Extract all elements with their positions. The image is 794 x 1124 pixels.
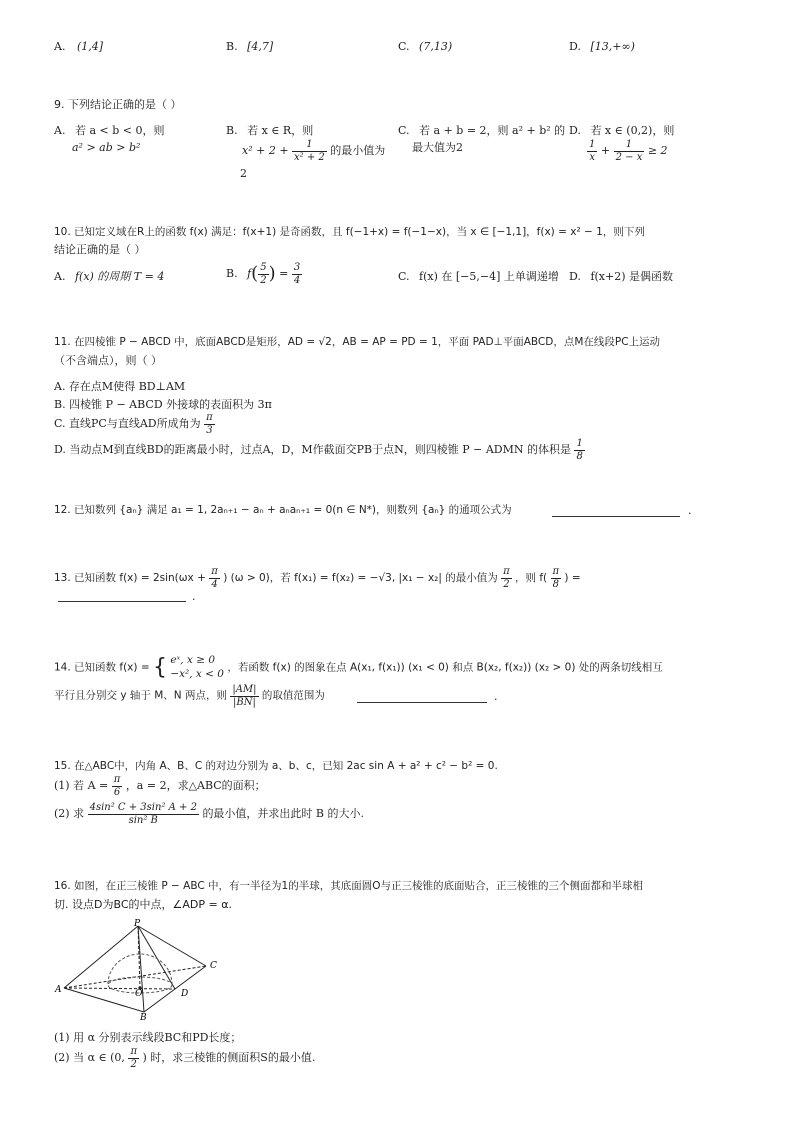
q16-part-2: [54, 1046, 315, 1070]
q10-option-a: [54, 270, 164, 283]
q13-frac-2: [501, 566, 512, 590]
q12-answer-blank[interactable]: [552, 516, 680, 517]
q8-option-b-label: B.: [226, 40, 238, 53]
q15-part2-pre: (2) 求: [54, 807, 85, 820]
q15-part2-fraction: [88, 802, 199, 826]
q14-brace: {: [152, 654, 167, 680]
q11-stem-line1: 11. 在四棱锥 P − ABCD 中，底面ABCD是矩形，AD = √2，AB = AP = PD = 1，平面 PAD⊥平面ABCD，点M在线段PC上运动: [54, 336, 661, 348]
q13-stem-post: ，则 f(: [515, 572, 548, 584]
q16-part2-pre: (2) 当 α ∈ (0,: [54, 1051, 125, 1064]
q9-d-fraction-2: [614, 139, 645, 163]
q10-option-b-label: B.: [226, 267, 238, 280]
q13-frac3-den: 8: [552, 578, 559, 590]
q15-part-2: [54, 802, 364, 826]
q9-d-plus: +: [600, 144, 611, 158]
q14-line2-post: 的取值范围为: [261, 689, 325, 702]
q14-stem-line2: [54, 684, 325, 708]
q14-case-2: −x², x < 0: [170, 667, 224, 680]
q11-option-a: A. 存在点M使得 BD⊥AM: [54, 380, 186, 393]
q9-option-b-line3: 2: [240, 167, 247, 181]
q13-stem: [54, 566, 581, 590]
q13-end: .: [192, 590, 196, 603]
q8-option-a-label: A.: [54, 40, 66, 53]
q16-stem-line2: 切. 设点D为BC的中点，∠ADP = α.: [54, 898, 232, 911]
q16-part2-fraction: [128, 1046, 139, 1070]
q10-b-frac2-den: 4: [293, 274, 301, 286]
q10-option-d-text: f(x+2) 是偶函数: [590, 270, 674, 283]
figure-label-a: A: [55, 985, 62, 995]
q9-option-a-line2: a² > ab > b²: [72, 141, 141, 155]
q13-frac2-num: π: [503, 566, 510, 577]
q10-b-frac1-den: 2: [260, 274, 267, 286]
q9-d-frac1-num: 1: [589, 139, 596, 151]
q10-option-c-text: f(x) 在 [−5,−4] 上单调递增: [419, 270, 559, 283]
q14-end: .: [494, 690, 498, 703]
q8-option-d-label: D.: [569, 40, 581, 53]
q9-option-c: [398, 124, 565, 154]
q14-stem-pre: 14. 已知函数 f(x) =: [54, 661, 150, 674]
q9-option-b-fraction: [292, 139, 327, 163]
pyramid-hemisphere-figure: [54, 918, 234, 1020]
q15-stem: 15. 在△ABC中，内角 A、B、C 的对边分别为 a、b、c，已知 2ac sin A + a² + c² − b² = 0.: [54, 760, 498, 772]
q15-p2-frac-num: 4sin² C + 3sin² A + 2: [89, 802, 197, 813]
q10-option-b-f: f: [247, 267, 252, 280]
q14-frac-den: |BN|: [233, 696, 256, 708]
q10-option-b-eq: =: [279, 267, 289, 280]
q16-stem-line1: 16. 如图，在正三棱锥 P − ABC 中，有一半径为1的半球，其底面圆O与正三棱锥的底面贴合，正三棱锥的三个侧面都和半球相: [54, 880, 643, 892]
q15-part1-post: ，a = 2，求△ABC的面积；: [125, 779, 266, 792]
q13-frac1-num: π: [211, 566, 218, 577]
q15-part2-post: 的最小值，并求出此时 B 的大小.: [202, 807, 365, 820]
q10-stem-line1: 10. 已知定义域在R上的函数 f(x) 满足：f(x+1) 是奇函数，且 f(−1+x) = f(−1−x)，当 x ∈ [−1,1]，f(x) = x² − 1，则下列: [54, 226, 645, 238]
q9-option-a: [54, 124, 164, 154]
q15-part1-pre: (1) 若 A =: [54, 779, 109, 792]
q15-p2-frac-den: sin² B: [128, 814, 158, 826]
q10-option-a-label: A.: [54, 270, 66, 283]
q9-d-fraction-1: [587, 139, 597, 163]
q10-stem-line2: 结论正确的是（ ）: [54, 243, 146, 256]
q11-option-d-text: D. 当动点M到直线BD的距离最小时，过点A，D，M作截面交PB于点N，则四棱锥 P − ADMN 的体积是: [54, 443, 571, 456]
q12-stem: 12. 已知数列 {aₙ} 满足 a₁ = 1, 2aₙ₊₁ − aₙ + aₙaₙ₊₁ = 0(n ∈ N*)，则数列 {aₙ} 的通项公式为: [54, 504, 512, 516]
q8-option-b-text: [4,7]: [247, 40, 274, 53]
q9-option-d-label: D.: [569, 124, 581, 137]
q9-stem: 9. 下列结论正确的是（ ）: [54, 98, 182, 111]
q8-option-a: [54, 40, 103, 53]
q11-option-c: [54, 412, 215, 436]
q16-p2-frac-den: 2: [130, 1058, 137, 1070]
figure-label-d: D: [181, 989, 189, 999]
q10-option-d-label: D.: [569, 270, 581, 283]
q9-d-frac1-den: x: [589, 151, 595, 163]
figure-label-c: C: [210, 961, 217, 971]
q11-stem-line2: （不含端点），则（ ）: [54, 354, 162, 367]
q14-answer-blank[interactable]: [357, 702, 487, 703]
q14-stem-post: ，若函数 f(x) 的图象在点 A(x₁, f(x₁)) (x₁ < 0) 和点 B(x₂, f(x₂)) (x₂ > 0) 处的两条切线相互: [227, 661, 663, 674]
q8-option-d-text: [13,+∞): [590, 40, 635, 53]
q9-option-b-line1: 若 x ∈ R，则: [247, 124, 314, 137]
q10-b-frac1-num: 5: [260, 262, 267, 273]
q13-frac3-num: π: [552, 566, 560, 577]
q11-d-frac-den: 8: [576, 450, 583, 462]
q9-d-relation: ≥ 2: [647, 144, 668, 158]
q9-option-b-expr-pre: x² + 2 +: [242, 144, 289, 158]
q14-stem-line1: [54, 654, 663, 681]
q9-option-d-expr: [587, 139, 674, 163]
q10-option-b: B. f( $\frac{5}{2}$ ) = $\frac{3}{4}$: [226, 262, 301, 286]
q16-p2-frac-num: π: [130, 1046, 138, 1057]
q8-option-b: [226, 40, 273, 53]
q9-d-frac2-den: 2 − x: [615, 151, 643, 163]
q9-b-frac-num: 1: [292, 139, 327, 152]
q11-option-c-text: C. 直线PC与直线AD所成角为: [54, 417, 201, 430]
q11-option-d: [54, 438, 585, 462]
q10-option-c: [398, 270, 559, 283]
q13-frac-1: [209, 566, 220, 590]
q9-option-c-line2: 最大值为2: [412, 141, 463, 155]
q15-p1-frac-num: π: [113, 774, 121, 785]
q9-option-a-label: A.: [54, 124, 66, 137]
q13-stem-pre: 13. 已知函数 f(x) = 2sin(ωx +: [54, 572, 206, 584]
q12-end: .: [688, 504, 692, 517]
q13-frac2-den: 2: [503, 578, 510, 590]
q14-fraction: [230, 684, 258, 708]
q9-option-b-expr-post: 的最小值为: [330, 144, 386, 158]
q10-b-frac2-num: 3: [293, 262, 301, 273]
q9-d-frac2-num: 1: [614, 139, 645, 152]
q15-part-1: [54, 774, 266, 798]
q13-stem-mid: ) (ω > 0)，若 f(x₁) = f(x₂) = −√3, |x₁ − x₂| 的最小值为: [223, 572, 498, 584]
q11-c-frac-den: 3: [206, 424, 213, 436]
q11-option-d-fraction: [574, 438, 584, 462]
q15-part1-fraction: [112, 774, 123, 798]
q10-option-c-label: C.: [398, 270, 410, 283]
q14-case-1: eˣ, x ≥ 0: [170, 654, 216, 666]
q9-option-b-expr: [242, 139, 385, 163]
q10-option-a-text: f(x) 的周期 T = 4: [74, 270, 165, 283]
q15-p1-frac-den: 6: [113, 786, 121, 798]
q14-cases: [170, 654, 224, 681]
q9-option-d-line1: 若 x ∈ (0,2)，则: [590, 124, 675, 137]
q9-option-c-line1: 若 a + b = 2，则 a² + b² 的: [419, 124, 566, 137]
q16-part-1: (1) 用 α 分别表示线段BC和PD长度；: [54, 1031, 242, 1044]
q10-option-b-frac2: [292, 262, 302, 286]
q8-option-c-label: C.: [398, 40, 410, 53]
q11-option-b: B. 四棱锥 P − ABCD 外接球的表面积为 3π: [54, 398, 272, 411]
q13-frac1-den: 4: [211, 578, 218, 590]
q14-frac-num: |AM|: [232, 684, 257, 695]
q13-answer-blank[interactable]: [58, 601, 186, 602]
q10-option-b-frac1: [258, 262, 268, 286]
q13-frac-3: [551, 566, 562, 590]
q9-b-frac-den: x² + 2: [294, 151, 325, 163]
q9-option-d: [569, 124, 674, 163]
q11-option-c-fraction: [204, 412, 215, 436]
q8-option-a-text: (1,4]: [76, 40, 104, 53]
q9-option-c-label: C.: [398, 124, 410, 137]
q10-option-d: [569, 270, 673, 283]
q8-option-d: [569, 40, 635, 53]
q9-option-b: [226, 124, 385, 180]
q8-option-c: [398, 40, 452, 53]
q13-stem-close: ) =: [564, 572, 581, 584]
figure-label-b: B: [140, 1013, 147, 1020]
figure-label-p: P: [134, 919, 141, 929]
q8-option-c-text: (7,13): [419, 40, 453, 53]
q16-part2-post: ) 时，求三棱锥的侧面积S的最小值.: [142, 1051, 316, 1064]
q11-d-frac-num: 1: [576, 438, 583, 449]
q9-option-b-label: B.: [226, 124, 238, 137]
q9-option-a-line1: 若 a < b < 0，则: [74, 124, 165, 137]
q11-c-frac-num: π: [206, 412, 213, 423]
q14-line2-pre: 平行且分别交 y 轴于 M、N 两点，则: [54, 689, 227, 702]
figure-label-o: O: [135, 989, 143, 999]
